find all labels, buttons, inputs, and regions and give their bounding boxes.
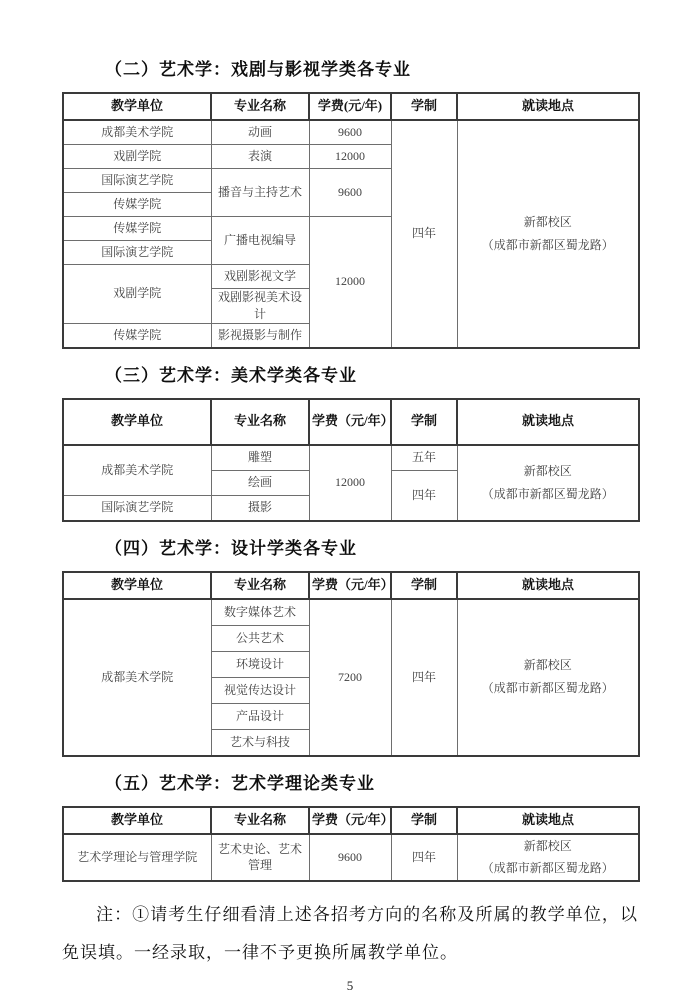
header-row	[63, 807, 639, 834]
cell-duration: 四年	[391, 120, 457, 348]
col-header-unit: 教学单位	[63, 399, 211, 445]
cell-fee: 12000	[309, 445, 391, 521]
cell-location	[457, 445, 639, 521]
location-address: （成都市新都区蜀龙路）	[481, 237, 614, 252]
cell-fee: 9600	[309, 834, 391, 882]
cell-unit: 成都美术学院	[63, 599, 211, 756]
cell-duration: 四年	[391, 470, 457, 521]
cell-unit: 艺术学理论与管理学院	[63, 834, 211, 882]
location-campus: 新都校区	[523, 838, 572, 853]
col-header-fee: 学费（元/年）	[309, 572, 391, 599]
cell-unit: 国际演艺学院	[63, 169, 211, 193]
cell-fee: 7200	[309, 599, 391, 756]
section-title: （三）艺术学：美术学类各专业	[105, 365, 357, 385]
cell-location	[457, 834, 639, 882]
enrollment-table-art-theory	[62, 806, 640, 883]
cell-major: 环境设计	[211, 651, 309, 677]
col-header-location: 就读地点	[457, 807, 639, 834]
section-title: （五）艺术学：艺术学理论类专业	[105, 773, 375, 793]
cell-unit: 成都美术学院	[63, 445, 211, 496]
section-title: （二）艺术学：戏剧与影视学类各专业	[105, 60, 411, 79]
cell-unit: 国际演艺学院	[63, 495, 211, 521]
col-header-unit: 教学单位	[63, 572, 211, 599]
cell-duration: 四年	[391, 834, 457, 882]
cell-major: 产品设计	[211, 703, 309, 729]
enrollment-table-design	[62, 571, 640, 757]
cell-major: 戏剧影视文学	[211, 265, 309, 289]
location-campus: 新都校区	[523, 215, 572, 229]
table-row	[63, 834, 639, 882]
section-title: （四）艺术学：设计学类各专业	[105, 538, 357, 558]
cell-major: 视觉传达设计	[211, 677, 309, 703]
cell-major: 戏剧影视美术设计	[211, 289, 309, 324]
cell-fee: 12000	[309, 145, 391, 169]
col-header-fee: 学费（元/年）	[309, 399, 391, 445]
cell-major: 摄影	[211, 495, 309, 521]
cell-unit: 成都美术学院	[63, 120, 211, 145]
col-header-major: 专业名称	[211, 399, 309, 445]
col-header-duration: 学制	[391, 572, 457, 599]
col-header-duration: 学制	[391, 807, 457, 834]
cell-unit: 传媒学院	[63, 217, 211, 241]
location-campus: 新都校区	[523, 658, 572, 673]
cell-major: 数字媒体艺术	[211, 599, 309, 626]
cell-duration: 五年	[391, 445, 457, 471]
enrollment-table-drama-film	[62, 92, 640, 349]
cell-major: 广播电视编导	[211, 217, 309, 265]
table-row	[63, 120, 639, 145]
header-row	[63, 93, 639, 120]
cell-major: 表演	[211, 145, 309, 169]
col-header-fee: 学费（元/年）	[309, 807, 391, 834]
cell-major: 动画	[211, 120, 309, 145]
cell-major: 雕塑	[211, 445, 309, 471]
cell-duration: 四年	[391, 599, 457, 756]
table-row	[63, 445, 639, 471]
col-header-major: 专业名称	[211, 807, 309, 834]
location-address: （成都市新都区蜀龙路）	[481, 681, 614, 696]
enrollment-table-fine-arts	[62, 398, 640, 522]
location-campus: 新都校区	[523, 463, 572, 478]
cell-fee: 9600	[309, 169, 391, 217]
col-header-major: 专业名称	[211, 93, 309, 120]
cell-unit: 传媒学院	[63, 193, 211, 217]
col-header-unit: 教学单位	[63, 807, 211, 834]
location-address: （成都市新都区蜀龙路）	[481, 486, 614, 501]
section-fine-arts	[62, 361, 638, 522]
header-row	[63, 399, 639, 445]
col-header-location: 就读地点	[457, 399, 639, 445]
cell-major: 艺术与科技	[211, 729, 309, 756]
col-header-duration: 学制	[391, 399, 457, 445]
cell-major: 影视摄影与制作	[211, 323, 309, 348]
table-row	[63, 599, 639, 626]
section-design	[62, 534, 638, 757]
cell-location	[457, 120, 639, 348]
section-drama-film	[62, 55, 638, 349]
note-paragraph: 注：①请考生仔细看清上述各招考方向的名称及所属的教学单位，以免误填。一经录取，一律不予更换所属教学单位。	[62, 905, 638, 963]
cell-unit: 传媒学院	[63, 323, 211, 348]
cell-location	[457, 599, 639, 756]
col-header-location: 就读地点	[457, 572, 639, 599]
cell-unit: 戏剧学院	[63, 145, 211, 169]
cell-fee: 9600	[309, 120, 391, 145]
header-row	[63, 572, 639, 599]
section-art-theory	[62, 769, 638, 883]
location-address: （成都市新都区蜀龙路）	[481, 861, 614, 876]
cell-unit: 国际演艺学院	[63, 241, 211, 265]
cell-major: 播音与主持艺术	[211, 169, 309, 217]
cell-fee: 12000	[309, 217, 391, 348]
col-header-location: 就读地点	[457, 93, 639, 120]
col-header-duration: 学制	[391, 93, 457, 120]
cell-major: 公共艺术	[211, 625, 309, 651]
cell-major: 绘画	[211, 470, 309, 495]
cell-unit: 戏剧学院	[63, 265, 211, 324]
page-number: 5	[346, 978, 354, 994]
cell-major: 艺术史论、艺术管理	[211, 834, 309, 882]
col-header-fee: 学费(元/年)	[309, 93, 391, 120]
col-header-unit: 教学单位	[63, 93, 211, 120]
col-header-major: 专业名称	[211, 572, 309, 599]
